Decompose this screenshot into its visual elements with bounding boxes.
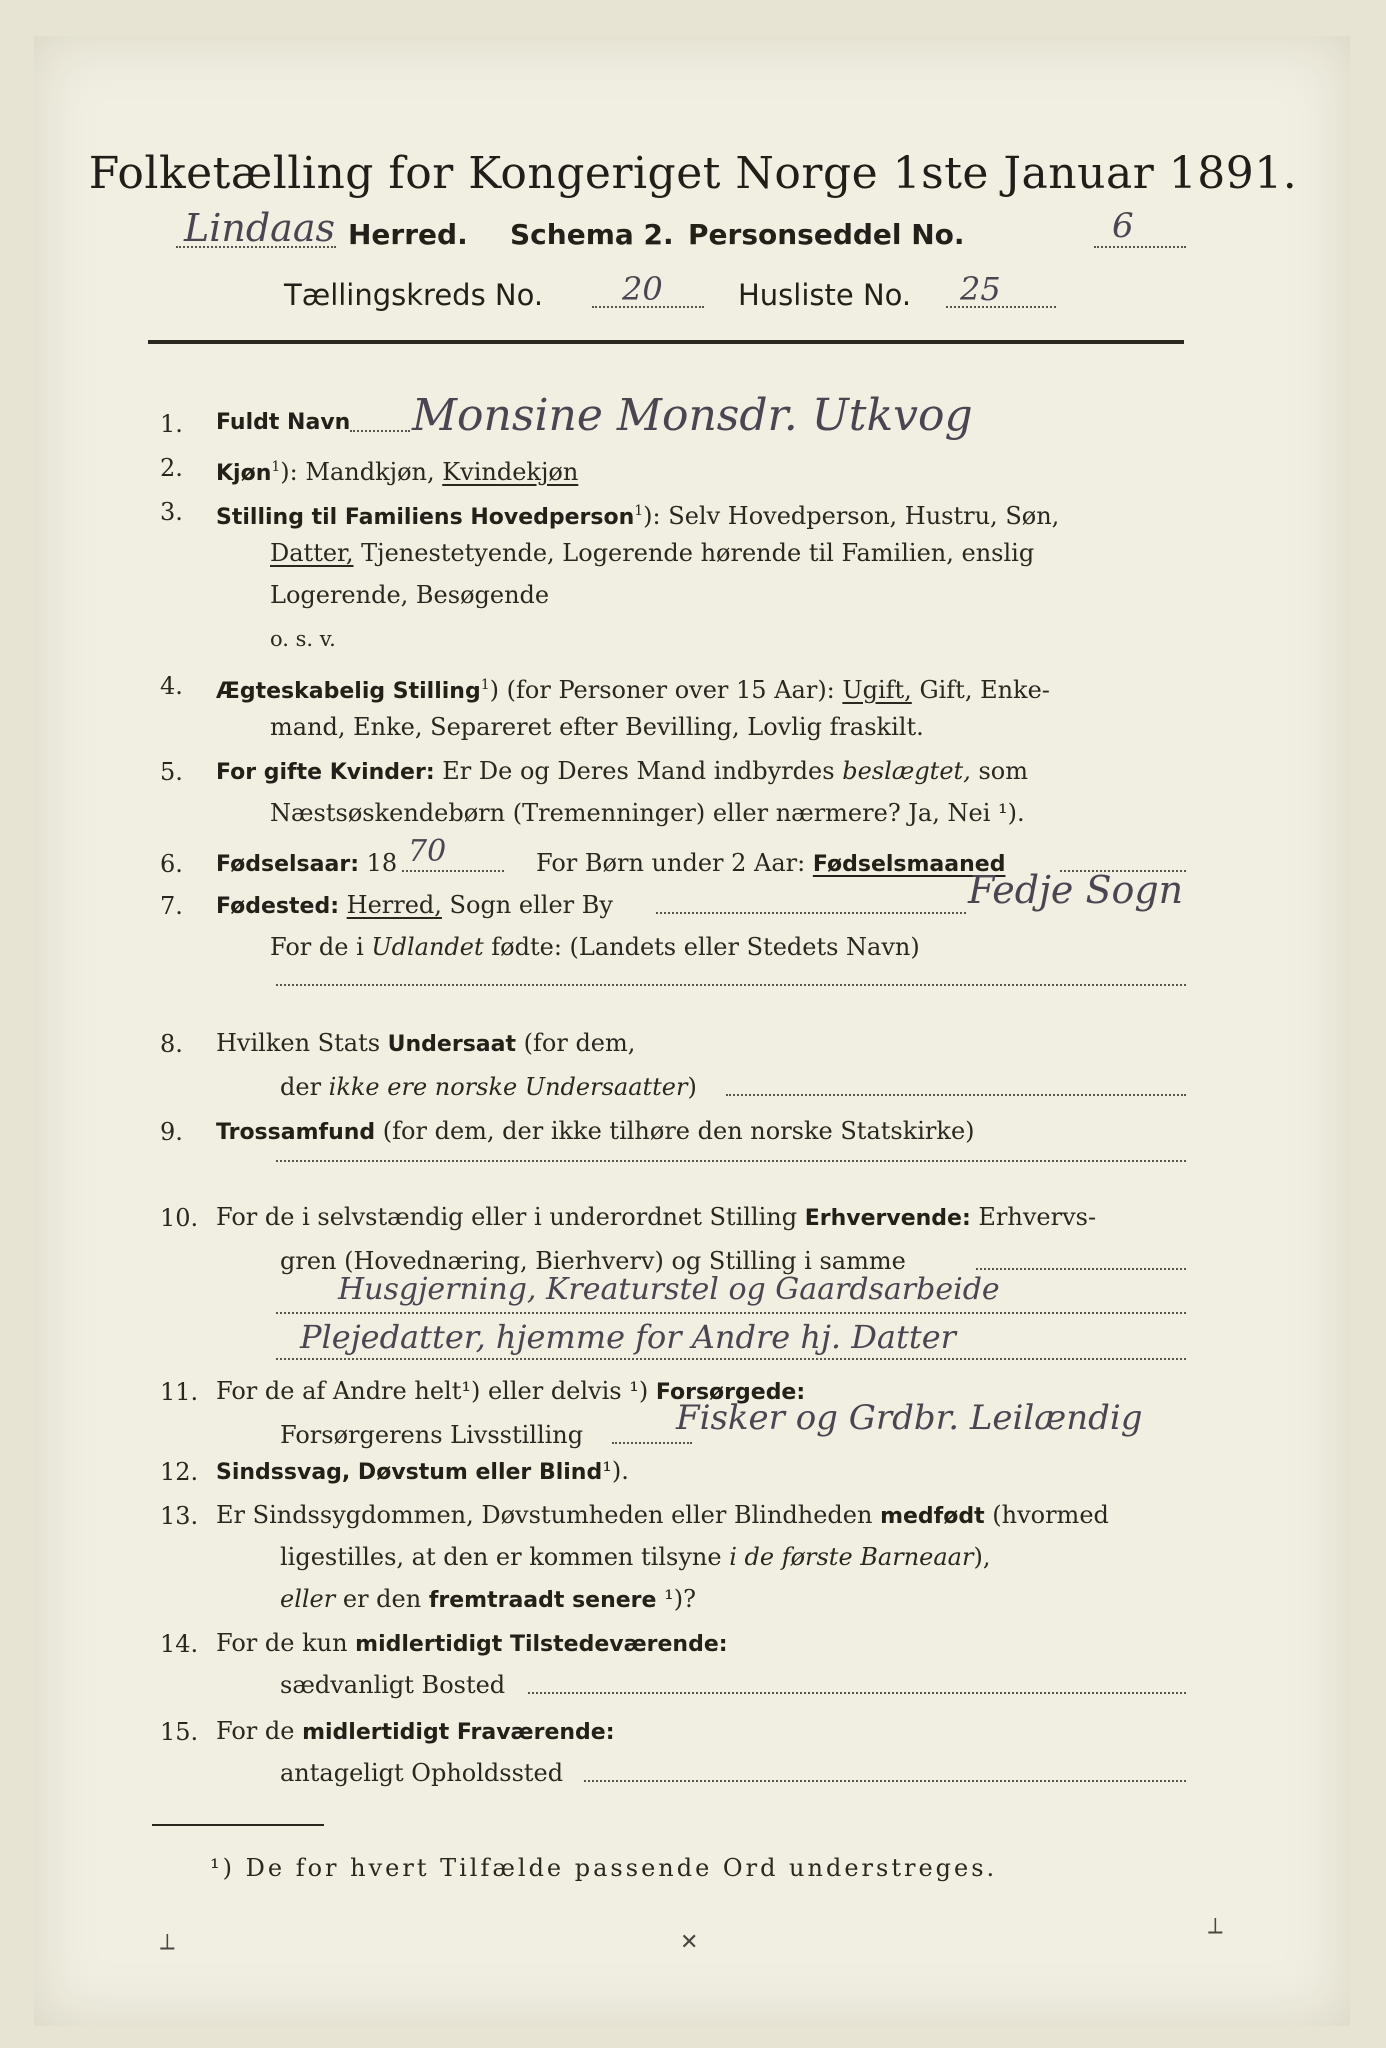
usual-residence-dotted-line	[528, 1692, 1186, 1694]
congenital-line2	[280, 1536, 990, 1579]
occupation-handwritten1: Husgjerning, Kreaturstel og Gaardsarbeide	[338, 1272, 1000, 1307]
birth-year-handwritten: 70	[408, 834, 447, 869]
occupation-label: Erhvervende:	[804, 1206, 971, 1231]
birth-year-dotted-line	[402, 870, 504, 872]
item-number: 9.	[160, 1118, 183, 1146]
married-women-label: For gifte Kvinder:	[216, 760, 435, 785]
congenital-text2: ligestilles, at den er kommen tilsyne	[280, 1543, 730, 1571]
temp-absent-line2: antageligt Opholdssted	[280, 1759, 564, 1787]
item-number: 12.	[160, 1458, 199, 1486]
dependents-delvis: ¹) eller delvis ¹)	[461, 1377, 656, 1405]
option-herred-underlined: Herred,	[346, 891, 442, 919]
temp-absent-line1	[216, 1710, 615, 1754]
congenital-paren: ),	[973, 1543, 991, 1571]
footnote-text: ¹) De for hvert Tilfælde passende Ord understreges.	[210, 1854, 998, 1882]
religion-label: Trossamfund	[216, 1120, 376, 1145]
dependents-dotted-line	[612, 1442, 692, 1444]
full-name-handwritten: Monsine Monsdr. Utkvog	[412, 390, 973, 441]
form-title: Folketælling for Kongeriget Norge 1ste Januar 1891.	[88, 148, 1298, 199]
occupation-dotted-line3	[276, 1358, 1186, 1360]
temp-absent-label: midlertidigt Fraværende:	[302, 1720, 615, 1745]
husliste-handwritten: 25	[960, 270, 1001, 308]
occupation-rest: Erhvervs-	[970, 1203, 1097, 1231]
citizenship-line1	[216, 1022, 635, 1066]
disability-footnote: ¹).	[602, 1457, 629, 1485]
family-position-line4: o. s. v.	[270, 627, 336, 651]
birthplace-abroad-rest: fødte: (Landets eller Stedets Navn)	[483, 933, 920, 961]
birth-month-line	[536, 842, 1005, 886]
stay-place-dotted-line	[584, 1780, 1186, 1782]
congenital-italic: i de første Barneaar	[729, 1543, 974, 1571]
sex-option-female-underlined: Kvindekjøn	[442, 458, 579, 486]
congenital-text: Er Sindssygdommen, Døvstumheden eller Blindheden	[216, 1501, 881, 1529]
occupation-text: For de i selvstændig eller i underordnet Stilling	[216, 1203, 805, 1231]
printer-mark-icon: ⟂	[1208, 1914, 1223, 1939]
disability-line	[216, 1450, 629, 1494]
item-number: 14.	[160, 1630, 199, 1658]
printer-mark-icon: ✕	[680, 1930, 699, 1955]
citizenship-text: Hvilken Stats	[216, 1029, 388, 1057]
item-number: 8.	[160, 1030, 183, 1058]
item-number: 15.	[160, 1718, 199, 1746]
item-number: 3.	[160, 498, 183, 526]
congenital-question: ¹)?	[656, 1585, 696, 1613]
personseddel-label: Personseddel No.	[688, 218, 965, 251]
occupation-dotted-line2	[276, 1312, 1186, 1314]
occupation-handwritten2: Plejedatter, hjemme for Andre hj. Datter	[300, 1318, 956, 1356]
disability-label: Sindssvag, Døvstum eller Blind	[216, 1460, 603, 1485]
congenital-label: medfødt	[880, 1504, 985, 1529]
personseddel-handwritten: 6	[1112, 206, 1134, 246]
sex-line	[216, 446, 578, 495]
footnote-ref: 1	[634, 503, 644, 519]
item-number: 6.	[160, 850, 183, 878]
dependents-label: Forsørgede:	[655, 1380, 806, 1405]
marital-status-options1: Gift, Enke-	[911, 676, 1050, 704]
full-name-label: Fuldt Navn	[216, 410, 351, 435]
birth-year-line	[216, 842, 397, 886]
birthplace-options: Sogn eller By	[441, 891, 613, 919]
married-women-line1	[216, 750, 1028, 794]
schema-label: Schema 2.	[510, 218, 674, 251]
item-number: 13.	[160, 1502, 199, 1530]
birthplace-abroad-dotted-line	[276, 984, 1186, 986]
married-women-line2: Næstsøskendebørn (Tremenninger) eller nærmere? Ja, Nei ¹).	[270, 799, 1025, 827]
congenital-text3: er den	[335, 1585, 429, 1613]
family-position-line3: Logerende, Besøgende	[270, 581, 550, 609]
temp-present-text: For de kun	[216, 1629, 356, 1657]
citizenship-der: der	[280, 1073, 329, 1101]
printer-mark-icon: ⟂	[160, 1930, 175, 1955]
item-number: 10.	[160, 1204, 199, 1232]
later-onset-label: fremtraadt senere	[428, 1588, 657, 1613]
religion-text: (for dem, der ikke tilhøre den norske Statskirke)	[375, 1117, 975, 1145]
congenital-line1	[216, 1494, 1109, 1538]
husliste-label: Husliste No.	[738, 278, 912, 312]
udlandet-italic: Udlandet	[371, 933, 484, 961]
herred-label: Herred.	[348, 218, 468, 251]
dependents-handwritten: Fisker og Grdbr. Leilændig	[676, 1398, 1143, 1438]
family-position-line2	[270, 532, 1034, 575]
birth-month-label: Fødselsmaaned	[812, 852, 1006, 877]
birth-year-label: Fødselsaar:	[216, 852, 359, 877]
citizenship-paren: )	[687, 1073, 697, 1101]
family-position-label: Stilling til Familiens Hovedperson	[216, 505, 635, 530]
sex-label: Kjøn	[216, 461, 272, 486]
birthplace-handwritten: Fedje Sogn	[968, 868, 1184, 912]
congenital-line3	[280, 1578, 696, 1622]
marital-status-text: ) (for Personer over 15 Aar):	[489, 676, 843, 704]
occupation-line1	[216, 1196, 1096, 1240]
congenital-rest: (hvormed	[984, 1501, 1109, 1529]
marital-status-label: Ægteskabelig Stilling	[216, 679, 481, 704]
dependents-text: For de af Andre helt	[216, 1377, 462, 1405]
item-number: 2.	[160, 454, 183, 482]
family-position-options2: Tjenestetyende, Logerende hørende til Familien, enslig	[353, 539, 1035, 567]
sex-option-male: Mandkjøn	[305, 458, 427, 486]
citizenship-line2	[280, 1066, 697, 1109]
birthplace-label: Fødested:	[216, 894, 339, 919]
temp-present-label: midlertidigt Tilstedeværende:	[355, 1632, 728, 1657]
birth-month-text: For Børn under 2 Aar:	[536, 849, 813, 877]
beslaegtet-italic: beslægtet,	[842, 757, 971, 785]
item-number: 1.	[160, 410, 183, 438]
eller-italic: eller	[280, 1585, 336, 1613]
item-number: 7.	[160, 892, 183, 920]
birthplace-line1	[216, 884, 613, 928]
footnote-rule	[152, 1824, 324, 1826]
birthplace-dotted-line	[656, 912, 966, 914]
item-number: 11.	[160, 1378, 199, 1406]
citizenship-dotted-line	[726, 1094, 1186, 1096]
name-dotted-line	[350, 430, 410, 432]
option-ugift-underlined: Ugift,	[842, 676, 912, 704]
religion-line	[216, 1110, 975, 1154]
family-position-options1: ): Selv Hovedperson, Hustru, Søn,	[643, 502, 1060, 530]
herred-handwritten: Lindaas	[184, 206, 335, 250]
birthplace-abroad-text: For de i	[270, 933, 372, 961]
occupation-dotted-line1	[976, 1268, 1186, 1270]
married-women-text: Er De og Deres Mand indbyrdes	[434, 757, 843, 785]
occupation-line2: gren (Hovednæring, Bierhverv) og Stilling i samme	[280, 1247, 906, 1275]
kreds-handwritten: 20	[622, 270, 663, 308]
kreds-label: Tællingskreds No.	[284, 278, 544, 312]
citizenship-italic: ikke ere norske Undersaatter	[328, 1073, 688, 1101]
personseddel-dotted-line	[1094, 246, 1186, 248]
dependents-line2: Forsørgerens Livsstilling	[280, 1421, 584, 1449]
married-women-end: som	[970, 757, 1028, 785]
temp-absent-text: For de	[216, 1717, 303, 1745]
religion-dotted-line	[276, 1160, 1186, 1162]
temp-present-line2: sædvanligt Bosted	[280, 1671, 506, 1699]
item-number: 5.	[160, 758, 183, 786]
birth-year-prefix: 18	[359, 849, 398, 877]
footnote-ref: 1	[480, 677, 490, 693]
birthplace-line2	[270, 926, 920, 969]
sex-separator: ,	[426, 458, 443, 486]
temp-present-line1	[216, 1622, 728, 1666]
sex-colon: ):	[280, 458, 306, 486]
citizenship-label: Undersaat	[387, 1032, 517, 1057]
option-datter-underlined: Datter,	[270, 539, 354, 567]
item-number: 4.	[160, 672, 183, 700]
header-rule	[148, 340, 1184, 344]
footnote-ref: 1	[271, 459, 281, 475]
marital-status-line2: mand, Enke, Separeret efter Bevilling, Lovlig fraskilt.	[270, 713, 924, 741]
citizenship-rest: (for dem,	[516, 1029, 636, 1057]
